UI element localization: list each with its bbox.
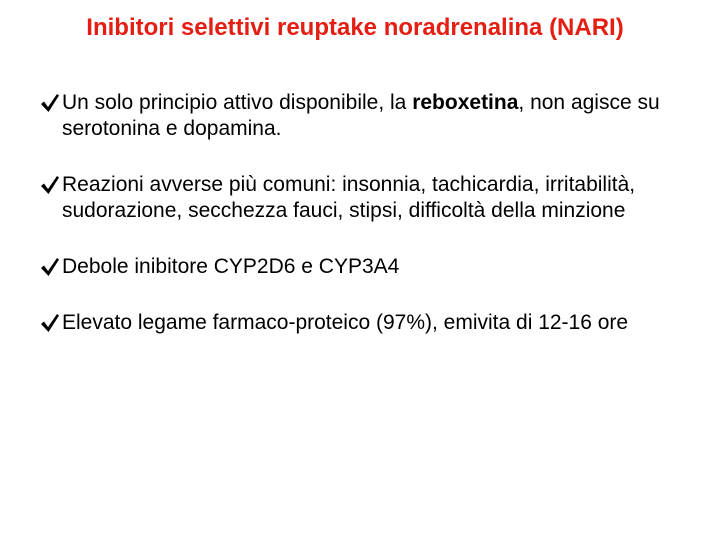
bullet-item bbox=[40, 90, 700, 142]
bullet-item bbox=[40, 172, 700, 224]
bullet-list bbox=[40, 90, 700, 336]
checkmark-icon bbox=[40, 312, 60, 334]
bullet-item bbox=[40, 254, 700, 280]
slide-title: Inibitori selettivi reuptake noradrenalina (NARI) bbox=[86, 14, 624, 41]
checkmark-icon bbox=[40, 174, 60, 196]
bullet-text: Un solo principio attivo disponibile, la bbox=[62, 91, 413, 114]
bullet-text-bold: reboxetina bbox=[412, 91, 519, 114]
checkmark-icon bbox=[40, 256, 60, 278]
bullet-text: Reazioni avverse più comuni: insonnia, tachicardia, irritabilità, sudorazione, secchezza fauci, stipsi, difficoltà della minzione bbox=[62, 173, 636, 222]
checkmark-icon bbox=[40, 92, 60, 114]
bullet-text: Debole inibitore CYP2D6 e CYP3A4 bbox=[62, 255, 400, 278]
bullet-item bbox=[40, 310, 700, 336]
bullet-text: Elevato legame farmaco-proteico (97%), emivita di 12-16 ore bbox=[62, 311, 629, 334]
bullet-text: , non agisce su serotonina e dopamina. bbox=[62, 91, 660, 140]
